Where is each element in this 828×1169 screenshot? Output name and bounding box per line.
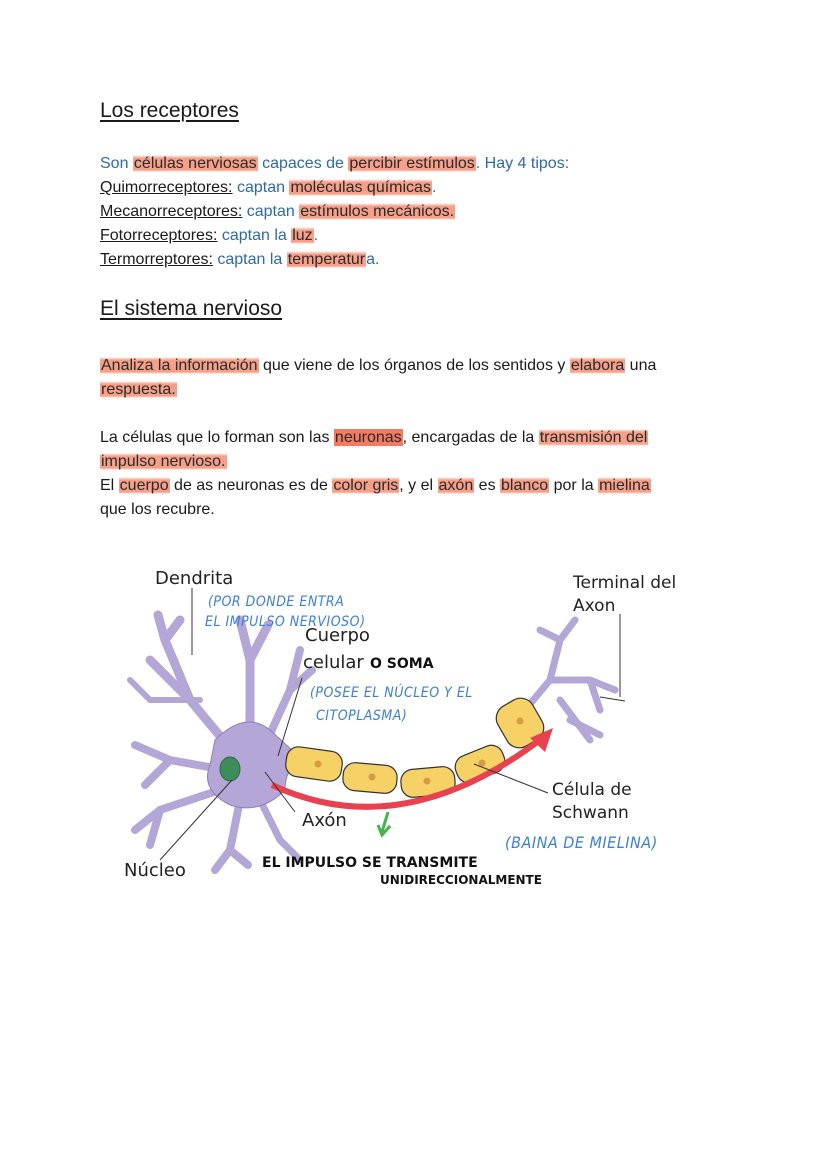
label-schwann: Célula de [552, 780, 632, 800]
label-soma: O SOMA [370, 656, 434, 672]
note-dendrita: EL IMPULSO NERVIOSO) [205, 614, 366, 630]
receptor-item: Mecanorreceptores: captan estímulos mecánicos. [100, 203, 455, 220]
label-nucleo: Núcleo [124, 860, 186, 881]
note-dendrita: (POR DONDE ENTRA [208, 594, 345, 610]
note-impulse: UNIDIRECCIONALMENTE [380, 873, 542, 887]
green-arrow [378, 812, 390, 835]
receptor-item: Quimorreceptores: captan moléculas químicas. [100, 179, 437, 196]
section-title-sistema-nervioso: El sistema nervioso [100, 297, 283, 320]
note-cuerpo: CITOPLASMA) [316, 708, 408, 724]
note-cuerpo: (POSEE EL NÚCLEO Y EL [310, 685, 473, 701]
paragraph-celulas-cont: impulso nervioso. [101, 453, 226, 470]
label-terminal: Terminal del [573, 573, 677, 593]
paragraph-analiza-cont: respuesta. [101, 381, 176, 398]
note-impulse: EL IMPULSO SE TRANSMITE [262, 855, 478, 871]
nucleus [220, 757, 240, 781]
paragraph-cuerpo-cont: que los recubre. [100, 501, 215, 518]
paragraph-celulas: La células que lo forman son las neuronas, encargadas de la transmisión del [100, 429, 648, 446]
label-celular: celular [303, 652, 364, 673]
paragraph-cuerpo: El cuerpo de as neuronas es de color gris, y el axón es blanco por la mielina [100, 477, 650, 494]
note-schwann: (BAINA DE MIELINA) [505, 833, 658, 852]
paragraph-analiza: Analiza la información que viene de los órganos de los sentidos y elabora una [101, 357, 657, 374]
label-dendrita: Dendrita [155, 568, 234, 589]
label-schwann: Schwann [552, 803, 629, 823]
receptor-item: Fotorreceptores: captan la luz. [100, 227, 319, 244]
label-terminal: Axon [573, 596, 616, 616]
label-cuerpo: Cuerpo [305, 625, 370, 646]
receptor-item: Termorreptores: captan la temperatura. [100, 251, 380, 268]
receptores-intro: Son células nerviosas capaces de percibir estímulos. Hay 4 tipos: [100, 155, 570, 172]
label-axon: Axón [302, 810, 347, 831]
section-title-receptores: Los receptores [100, 99, 239, 122]
